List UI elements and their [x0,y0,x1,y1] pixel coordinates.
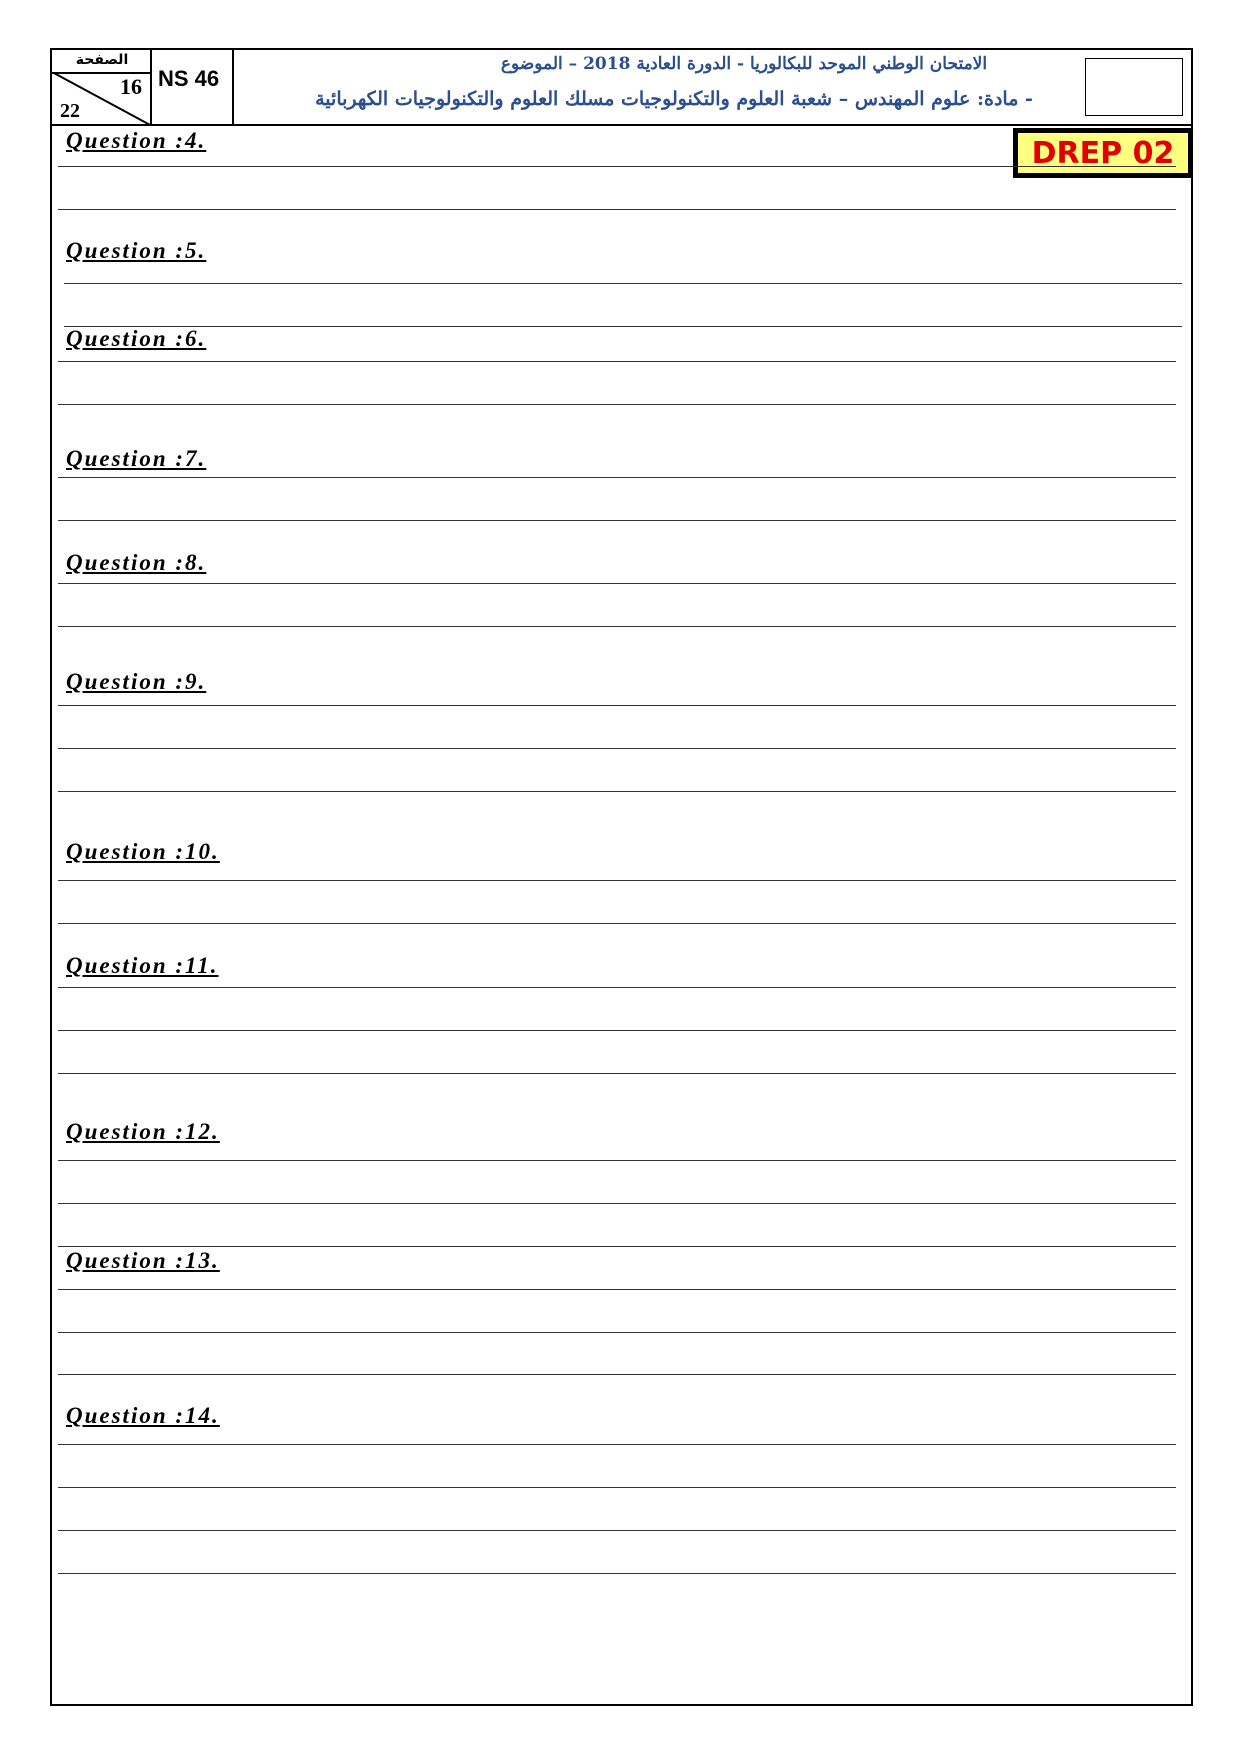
exam-code-cell [152,50,234,124]
question-label-6: Question :6. [66,326,207,351]
drep-badge-label: DREP 02 [1017,132,1189,174]
answer-line[interactable] [58,923,1176,924]
answer-line[interactable] [58,1374,1176,1375]
answer-line[interactable] [58,1487,1176,1488]
question-label-8: Question :8. [66,550,207,575]
answer-line[interactable] [58,1289,1176,1290]
question-label-9: Question :9. [66,669,207,694]
answer-line[interactable] [58,1203,1176,1204]
question-label-12: Question :12. [66,1119,220,1144]
answer-line[interactable] [58,705,1176,706]
answer-line[interactable] [58,404,1176,405]
answer-line[interactable] [58,1573,1176,1574]
answer-line[interactable] [58,209,1176,210]
page-number-cell [52,50,152,124]
answer-line[interactable] [58,748,1176,749]
question-label-14: Question :14. [66,1403,220,1428]
answer-line[interactable] [58,361,1176,362]
question-label-5: Question :5. [66,238,207,263]
answer-line[interactable] [58,520,1176,521]
answer-line[interactable] [58,1030,1176,1031]
answer-line[interactable] [58,626,1176,627]
question-label-10: Question :10. [66,839,220,864]
answer-line[interactable] [58,1160,1176,1161]
answer-line[interactable] [58,1332,1176,1333]
candidate-box [1085,58,1183,116]
exam-header [50,48,1193,126]
answer-line[interactable] [58,477,1176,478]
question-label-4: Question :4. [66,128,207,153]
answer-line[interactable] [58,166,1176,167]
answer-line[interactable] [58,1073,1176,1074]
exam-title-cell [234,50,1193,124]
answer-line[interactable] [64,326,1182,327]
answer-line[interactable] [58,880,1176,881]
page-label: الصفحة [75,52,129,68]
answer-line[interactable] [64,283,1182,284]
answer-line[interactable] [58,583,1176,584]
question-label-11: Question :11. [66,953,219,978]
answer-line[interactable] [58,791,1176,792]
exam-title-line1: الامتحان الوطني الموحد للبكالوريا - الدورة العادية 2018 – الموضوع [500,54,988,74]
answer-line[interactable] [58,1444,1176,1445]
page-current: 16 [120,74,142,99]
question-label-7: Question :7. [66,446,207,471]
answer-line[interactable] [58,1530,1176,1531]
page-total: 22 [60,100,80,122]
exam-title-line2: - مادة: علوم المهندس – شعبة العلوم والتكنولوجيات مسلك العلوم والتكنولوجيات الكهربائية [315,88,1033,110]
exam-code: NS 46 [158,66,220,91]
answer-line[interactable] [58,1246,1176,1247]
answer-line[interactable] [58,987,1176,988]
page-frame [50,48,1193,1706]
drep-badge [1013,128,1193,178]
question-label-13: Question :13. [66,1248,220,1273]
